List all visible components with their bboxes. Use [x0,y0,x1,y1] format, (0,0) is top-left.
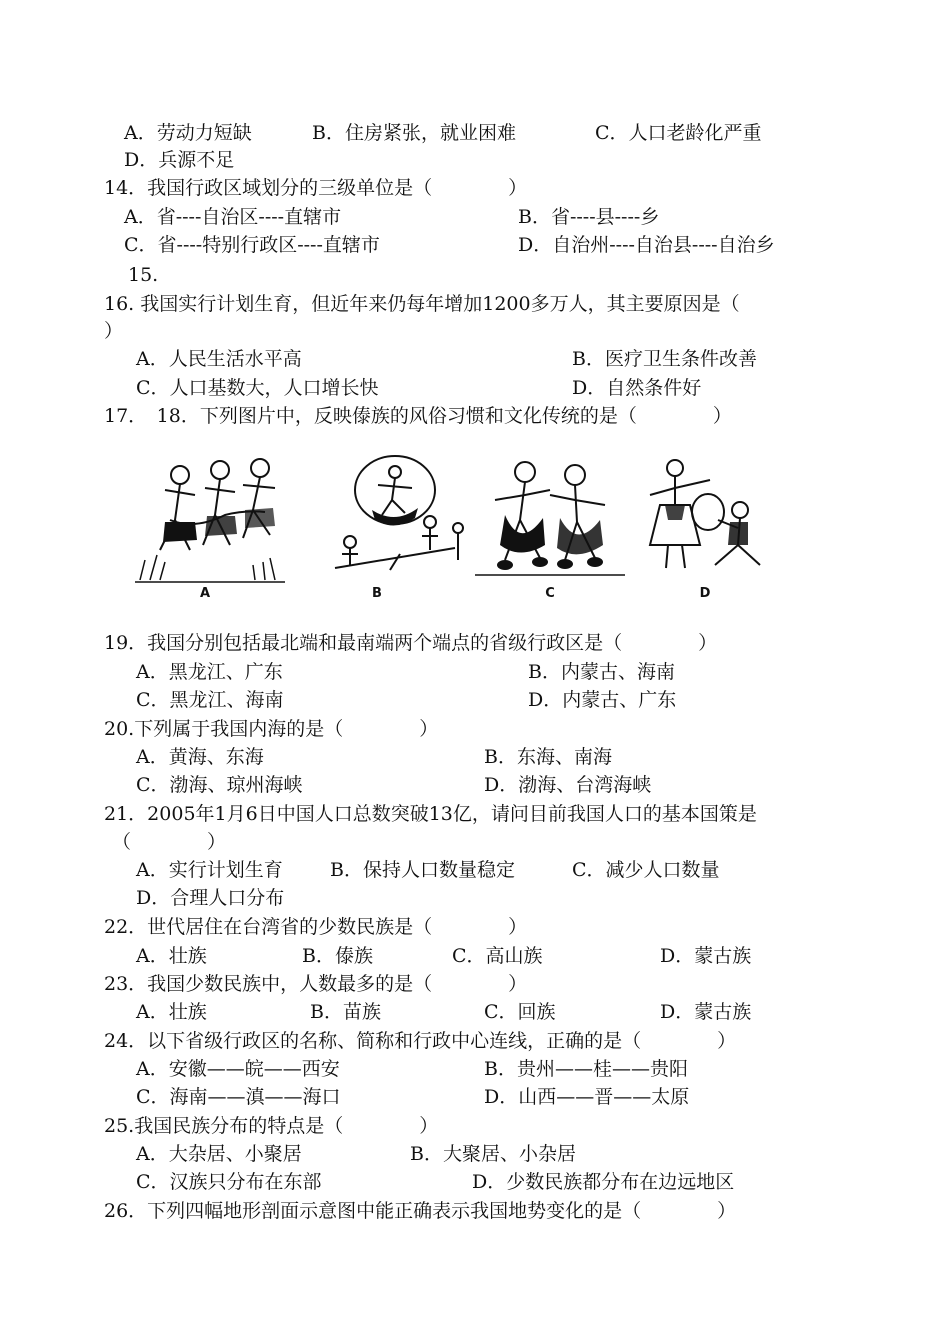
q21-option-c: C．减少人口数量 [572,859,720,881]
q21-question: 21．2005年1月6日中国人口总数突破13亿，请问目前我国人口的基本国策是 [104,803,757,825]
q16-question-cont: ） [104,320,124,342]
q16-option-b: B．医疗卫生条件改善 [572,348,757,370]
q21-question-cont: （ ） [112,831,227,853]
q24-option-c: C．海南——滇——海口 [136,1086,341,1108]
q25-option-a: A．大杂居、小聚居 [136,1143,302,1165]
q19-option-c: C．黑龙江、海南 [136,689,284,711]
q19-option-b: B．内蒙古、海南 [528,661,675,683]
q20-option-b: B．东海、南海 [484,746,612,768]
q23-option-c: C．回族 [484,1001,556,1023]
q14-question: 14．我国行政区域划分的三级单位是（ ） [104,177,528,199]
figure-b-seesaw [320,450,470,585]
q22-option-b: B．傣族 [302,945,373,967]
q20-option-a: A．黄海、东海 [136,746,264,768]
q13-option-d: D．兵源不足 [124,149,235,171]
q13-option-b: B．住房紧张，就业困难 [312,122,516,144]
q22-option-d: D．蒙古族 [660,945,752,967]
q19-question: 19．我国分别包括最北端和最南端两个端点的省级行政区是（ ） [104,632,718,654]
q20-question: 20.下列属于我国内海的是（ ） [104,718,439,740]
q26-question: 26．下列四幅地形剖面示意图中能正确表示我国地势变化的是（ ） [104,1200,737,1222]
q14-option-a: A．省----自治区----直辖市 [124,206,342,228]
q23-option-a: A．壮族 [136,1001,207,1023]
q16-option-a: A．人民生活水平高 [136,348,302,370]
figure-d-drum-dance [630,450,780,585]
q21-option-b: B．保持人口数量稳定 [330,859,515,881]
q19-option-a: A．黑龙江、广东 [136,661,283,683]
figure-c-label: C [545,586,555,601]
figure-d-label: D [699,586,711,601]
q20-option-c: C．渤海、琼州海峡 [136,774,303,796]
figure-a-label: A [199,586,211,601]
q20-option-d: D．渤海、台湾海峡 [484,774,652,796]
q24-option-d: D．山西——晋——太原 [484,1086,690,1108]
ethnic-customs-figures [135,450,775,610]
q25-option-b: B．大聚居、小杂居 [410,1143,576,1165]
q25-question: 25.我国民族分布的特点是（ ） [104,1115,439,1137]
q16-option-d: D．自然条件好 [572,377,702,399]
q13-option-c: C．人口老龄化严重 [595,122,762,144]
q13-option-a: A．劳动力短缺 [124,122,252,144]
figure-a-dancers [135,450,285,585]
q22-option-c: C．高山族 [452,945,543,967]
q23-option-d: D．蒙古族 [660,1001,752,1023]
q16-option-c: C．人口基数大，人口增长快 [136,377,379,399]
q23-option-b: B．苗族 [310,1001,381,1023]
q16-question: 16. 我国实行计划生育，但近年来仍每年增加1200多万人，其主要原因是（ [104,293,740,315]
figure-b-label: B [372,586,382,601]
q17-18-question: 17． 18．下列图片中，反映傣族的风俗习惯和文化传统的是（ ） [104,405,732,427]
q14-option-b: B．省----县----乡 [518,206,660,228]
q14-option-c: C．省----特别行政区----直辖市 [124,234,380,256]
q22-question: 22．世代居住在台湾省的少数民族是（ ） [104,916,528,938]
q24-question: 24．以下省级行政区的名称、简称和行政中心连线，正确的是（ ） [104,1030,737,1052]
q22-option-a: A．壮族 [136,945,207,967]
q24-option-b: B．贵州——桂——贵阳 [484,1058,688,1080]
q21-option-a: A．实行计划生育 [136,859,283,881]
q15-question: 15. [128,264,159,286]
q23-question: 23．我国少数民族中，人数最多的是（ ） [104,973,528,995]
q19-option-d: D．内蒙古、广东 [528,689,677,711]
q25-option-c: C．汉族只分布在东部 [136,1171,322,1193]
q25-option-d: D．少数民族都分布在边远地区 [472,1171,735,1193]
q21-option-d: D．合理人口分布 [136,887,285,909]
figure-c-dancers [475,450,625,585]
q14-option-d: D．自治州----自治县----自治乡 [518,234,775,256]
q24-option-a: A．安徽——皖——西安 [136,1058,340,1080]
